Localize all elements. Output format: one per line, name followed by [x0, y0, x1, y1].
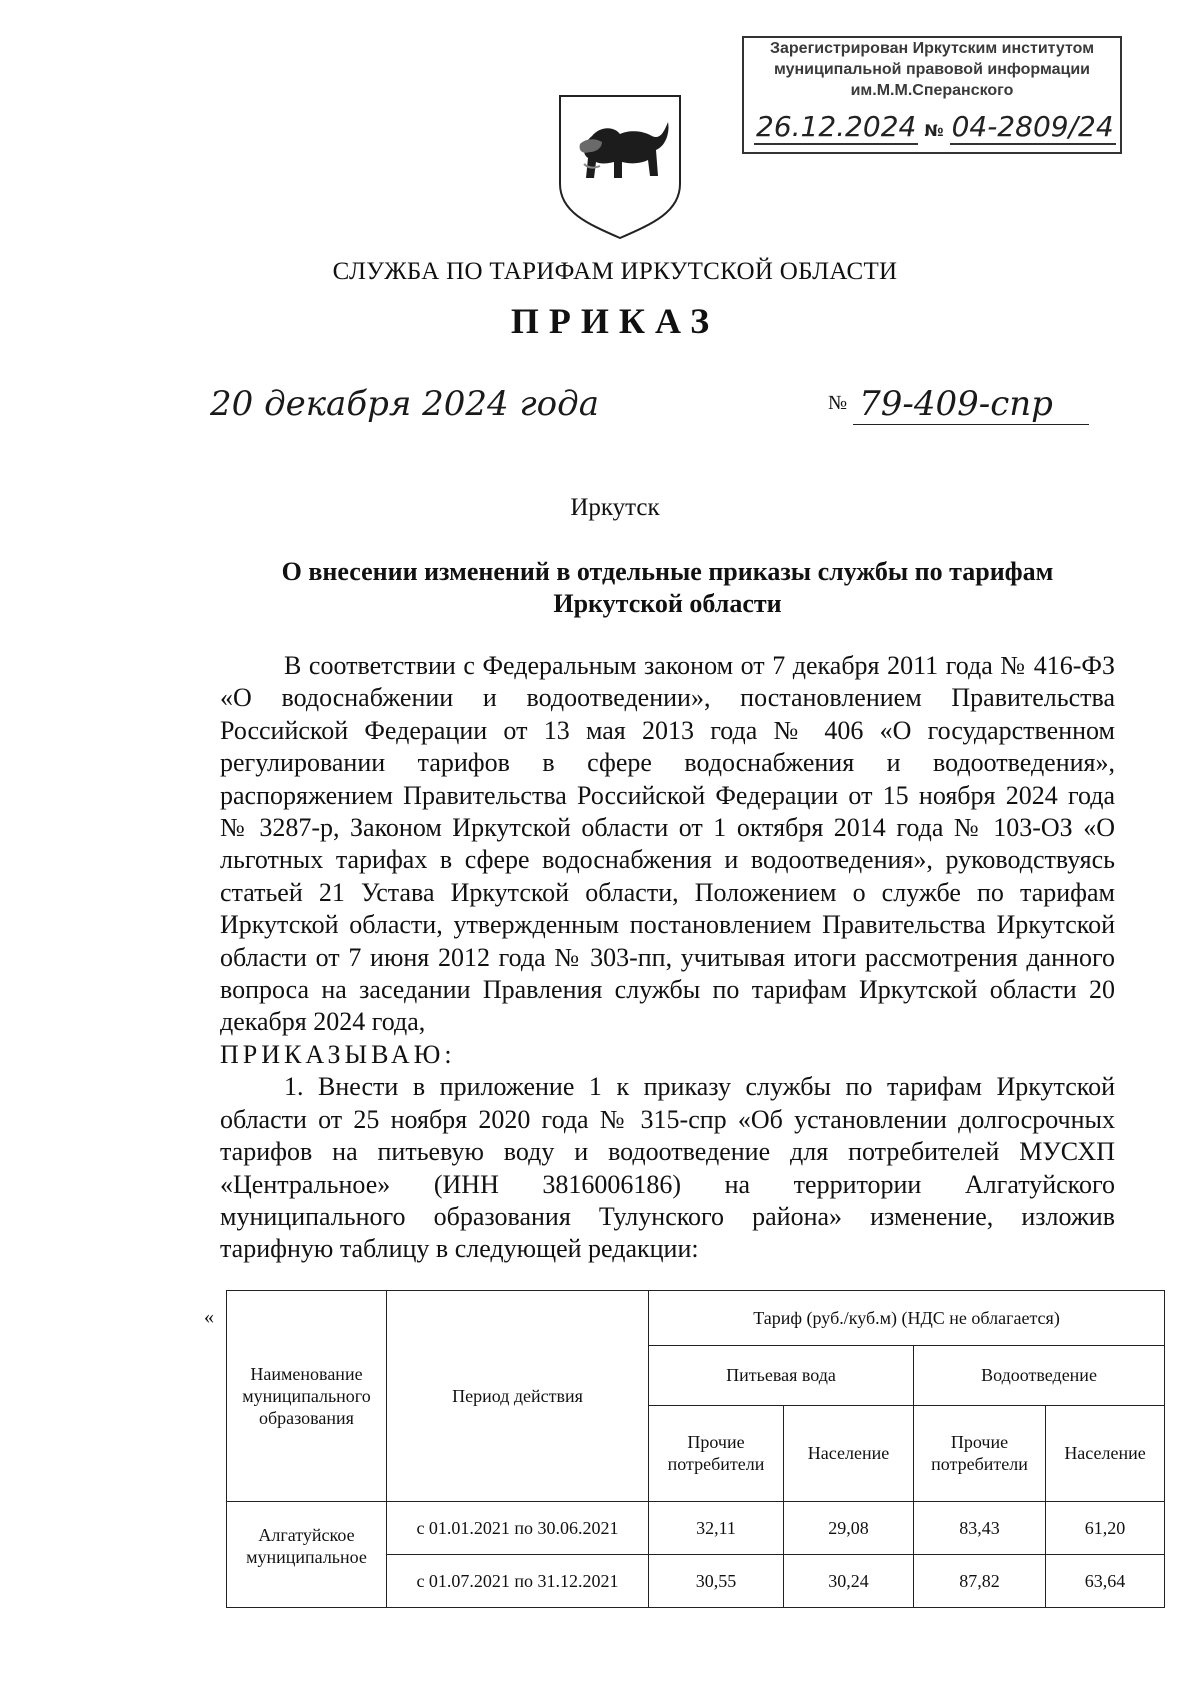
- order-date-handwritten: 20 декабря 2024 года: [210, 384, 599, 424]
- heading-line-1: О внесении изменений в отдельные приказы службы по тарифам: [281, 557, 1054, 586]
- table-row: [227, 1501, 1165, 1554]
- header-tariff: Тариф (руб./куб.м) (НДС не облагается): [649, 1291, 1165, 1346]
- cell-water-other: 30,55: [649, 1554, 784, 1607]
- cell-water-population: 29,08: [784, 1501, 914, 1554]
- coat-of-arms-icon: [556, 92, 684, 240]
- clause-1-paragraph: 1. Внести в приложение 1 к приказу службы по тарифам Иркутской области от 25 ноября 2020 года № 315-спр «Об установлении долгосрочных тарифов на питьевую воду и водоотведение для потребителей МУСХП «Центральное» (ИНН 3816006186) на территории Алгатуйского муниципального образования Тулунского района» изменение, изложив тарифную таблицу в следующей редакции:: [220, 1072, 1115, 1264]
- order-title: ПРИКАЗ: [510, 301, 720, 341]
- table-header-row: [227, 1291, 1165, 1346]
- header-municipality: Наименование муниципального образования: [227, 1291, 387, 1502]
- header-sewer-population: Население: [1046, 1405, 1165, 1501]
- stamp-handwritten-registration: [754, 110, 1114, 143]
- cell-period: с 01.07.2021 по 31.12.2021: [387, 1554, 649, 1607]
- order-body: [220, 650, 1115, 1266]
- stamp-number: 04-2809/24: [951, 110, 1114, 143]
- stamp-number-sign: №: [924, 121, 944, 140]
- order-number-handwritten: 79-409-спр: [853, 384, 1089, 425]
- order-number-field: [828, 384, 1089, 425]
- header-sewer-other: Прочие потребители: [914, 1405, 1046, 1501]
- opening-quote: «: [204, 1306, 214, 1328]
- header-water-other: Прочие потребители: [649, 1405, 784, 1501]
- cell-municipality: Алгатуйское муниципальное: [227, 1501, 387, 1607]
- cell-sewer-other: 83,43: [914, 1501, 1046, 1554]
- heading-line-2: Иркутской области: [553, 589, 782, 618]
- cell-period: с 01.01.2021 по 30.06.2021: [387, 1501, 649, 1554]
- header-water-population: Население: [784, 1405, 914, 1501]
- cell-water-other: 32,11: [649, 1501, 784, 1554]
- stamp-line-3: им.М.М.Сперанского: [850, 82, 1014, 99]
- stamp-line-1: Зарегистрирован Иркутским институтом: [769, 40, 1095, 57]
- stamp-date: 26.12.2024: [756, 110, 917, 143]
- tariff-table: [226, 1290, 1165, 1608]
- preamble-paragraph: В соответствии с Федеральным законом от 7 декабря 2011 года № 416-ФЗ «О водоснабжении и водоотведении», постановлением Правительства Российской Федерации от 13 мая 2013 года № 406 «О государственном регулировании тарифов в сфере водоснабжения и водоотведения», распоряжением Правительства Российской Федерации от 15 ноября 2024 года № 3287-р, Законом Иркутской области от 1 октября 2014 года № 103-ОЗ «О льготных тарифах в сфере водоснабжения и водоотведения», руководствуясь статьей 21 Устава Иркутской области, Положением о службе по тарифам Иркутской области, утвержденным постановлением Правительства Иркутской области от 7 июня 2012 года № 303-пп, учитывая итоги рассмотрения данного вопроса на заседании Правления службы по тарифам Иркутской области 20 декабря 2024 года,: [220, 651, 1115, 1037]
- order-heading: [220, 556, 1115, 620]
- header-drinking-water: Питьевая вода: [649, 1346, 914, 1405]
- cell-sewer-population: 63,64: [1046, 1554, 1165, 1607]
- city: Иркутск: [570, 494, 660, 521]
- header-period: Период действия: [387, 1291, 649, 1502]
- service-name: СЛУЖБА ПО ТАРИФАМ ИРКУТСКОЙ ОБЛАСТИ: [332, 258, 898, 285]
- cell-sewer-other: 87,82: [914, 1554, 1046, 1607]
- order-number-sign: №: [828, 392, 848, 414]
- stamp-line-2: муниципальной правовой информации: [773, 61, 1091, 78]
- order-word: ПРИКАЗЫВАЮ:: [220, 1039, 456, 1069]
- cell-water-population: 30,24: [784, 1554, 914, 1607]
- cell-sewer-population: 61,20: [1046, 1501, 1165, 1554]
- header-sewerage: Водоотведение: [914, 1346, 1165, 1405]
- registration-stamp: [742, 36, 1122, 154]
